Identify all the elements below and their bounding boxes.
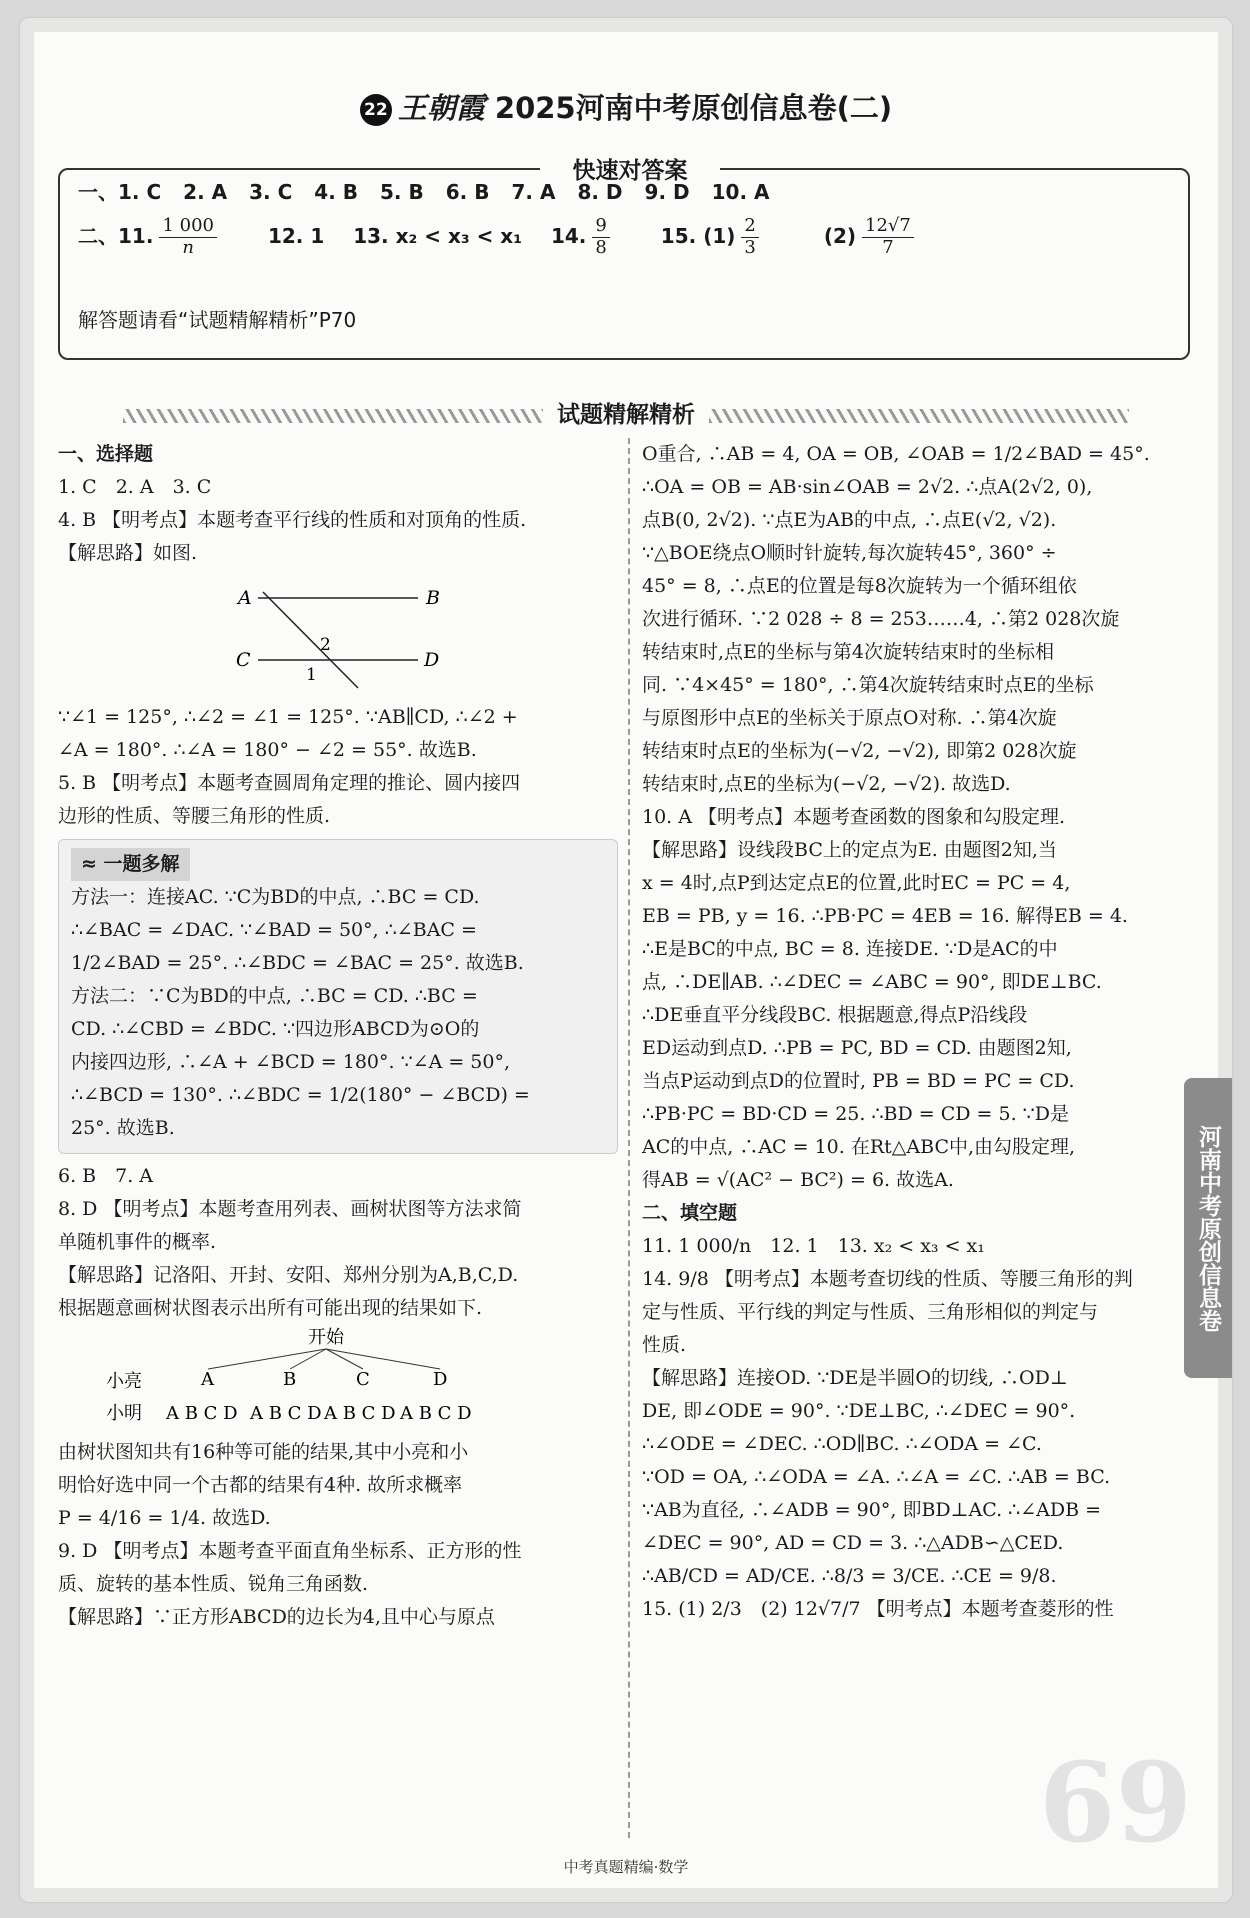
tree-start: 开始 (308, 1327, 344, 1348)
solution-line: 4. B 【明考点】本题考查平行线的性质和对顶角的性质. (58, 509, 527, 531)
solution-line: EB = PB, y = 16. ∴PB·PC = 4EB = 16. 解得EB = 4. (642, 905, 1128, 927)
answer-item: 14. (550, 223, 587, 248)
solution-line: 转结束时点E的坐标为(−√2, −√2), 即第2 028次旋 (642, 740, 1077, 762)
solution-line: ∠A = 180°. ∴∠A = 180° − ∠2 = 55°. 故选B. (58, 739, 477, 761)
answer-line: 1. C 2. A 3. C (58, 476, 212, 498)
fraction: $\frac{1 000}{n}$ (159, 216, 239, 258)
answer-item: 4. B (314, 180, 359, 204)
solution-line: AC的中点, ∴AC = 10. 在Rt△ABC中,由勾股定理, (642, 1136, 1076, 1158)
tree-node: B (283, 1369, 297, 1390)
tree-leaves: A B C D (324, 1403, 396, 1424)
solution-line: DE, 即∠ODE = 90°. ∵DE⊥BC, ∴∠DEC = 90°. (642, 1400, 1076, 1422)
solution-line: 与原图形中点E的坐标关于原点O对称. ∴第4次旋 (642, 707, 1057, 729)
decorative-stripe (123, 409, 543, 423)
solution-line: 45° = 8, ∴点E的位置是每8次旋转为一个循环组依 (642, 575, 1077, 597)
solution-line: O重合, ∴AB = 4, OA = OB, ∠OAB = 1/2∠BAD = 45°. (642, 443, 1150, 465)
fraction: $\frac{9}{8}$ (592, 216, 631, 258)
solution-line: 9. D 【明考点】本题考查平面直角坐标系、正方形的性 (58, 1540, 522, 1562)
answer-item: (2) (823, 223, 857, 248)
footer: 中考真题精编·数学 (563, 1858, 689, 1876)
page-title: 2025河南中考原创信息卷(二) (494, 91, 893, 125)
answer-row-choice (78, 176, 791, 205)
answer-item: 15. (1) (660, 223, 736, 248)
method-line: 25°. 故选B. (71, 1117, 175, 1139)
parallel-lines-figure (58, 570, 618, 690)
solution-line: 转结束时,点E的坐标与第4次旋转结束时的坐标相 (642, 641, 1054, 663)
page-header (20, 86, 1232, 127)
tree-node: C (356, 1369, 370, 1390)
solution-line: ∵△BOE绕点O顺时针旋转,每次旋转45°, 360° ÷ (642, 542, 1057, 564)
multi-solution-box (58, 839, 618, 1154)
method-line: ∴∠BAC = ∠DAC. ∵∠BAD = 50°, ∴∠BAC = (71, 919, 477, 941)
answer-item: 9. D (644, 180, 690, 204)
method-line: 1/2∠BAD = 25°. ∴∠BDC = ∠BAC = 25°. 故选B. (71, 952, 524, 974)
solution-line: ∵AB为直径, ∴∠ADB = 90°, 即BD⊥AC. ∴∠ADB = (642, 1499, 1102, 1521)
solution-line: 定与性质、平行线的判定与性质、三角形相似的判定与 (642, 1301, 1099, 1323)
label-D: D (424, 649, 440, 671)
answer-note: 解答题请看“试题精解精析”P70 (78, 308, 357, 332)
solution-line: ∴∠ODE = ∠DEC. ∴OD∥BC. ∴∠ODA = ∠C. (642, 1433, 1042, 1455)
answer-item: 7. A (511, 180, 556, 204)
tree-row-label: 小亮 (106, 1371, 142, 1392)
heading-choice: 一、选择题 (58, 443, 154, 465)
solution-line: 14. 9/8 【明考点】本题考查切线的性质、等腰三角形的判 (642, 1268, 1133, 1290)
section-title: 试题精解精析 (20, 396, 1232, 429)
solution-line: 点B(0, 2√2). ∵点E为AB的中点, ∴点E(√2, √2). (642, 509, 1057, 531)
solution-line: ∴AB/CD = AD/CE. ∴8/3 = 3/CE. ∴CE = 9/8. (642, 1565, 1057, 1587)
solution-line: 性质. (642, 1334, 687, 1356)
solution-line: 根据题意画树状图表示出所有可能出现的结果如下. (58, 1297, 483, 1319)
page (20, 18, 1232, 1902)
number-badge: 22 (360, 94, 392, 126)
method-line: ∴∠BCD = 130°. ∴∠BDC = 1/2(180° − ∠BCD) = (71, 1084, 530, 1106)
brand-logo: 王朝霞 (397, 91, 485, 125)
method-line: 方法二：∵C为BD的中点, ∴BC = CD. ∴BC = (71, 985, 478, 1007)
solution-line: 质、旋转的基本性质、锐角三角函数. (58, 1573, 369, 1595)
answer-item: 8. D (577, 180, 623, 204)
label-A: A (238, 587, 252, 609)
solution-line: ∵OD = OA, ∴∠ODA = ∠A. ∴∠A = ∠C. ∴AB = BC. (642, 1466, 1111, 1488)
tree-leaves: A B C D (250, 1403, 322, 1424)
method-line: 方法一：连接AC. ∵C为BD的中点, ∴BC = CD. (71, 886, 480, 908)
answer-item: 5. B (380, 180, 424, 204)
solution-line: 10. A 【明考点】本题考查函数的图象和勾股定理. (642, 806, 1066, 828)
fraction: $\frac{12√7}{7}$ (862, 216, 936, 258)
solution-line: ∴OA = OB = AB·sin∠OAB = 2√2. ∴点A(2√2, 0), (642, 476, 1093, 498)
label-B: B (426, 587, 440, 609)
solution-line: ∴PB·PC = BD·CD = 25. ∴BD = CD = 5. ∵D是 (642, 1103, 1069, 1125)
solution-line: 同. ∵4×45° = 180°, ∴第4次旋转结束时点E的坐标 (642, 674, 1094, 696)
answer-item: 3. C (249, 180, 293, 204)
solution-line: 【解思路】如图. (58, 542, 198, 564)
tree-leaves: A B C D (400, 1403, 472, 1424)
answer-item: 一、1. C (78, 180, 162, 204)
solution-line: ∴DE垂直平分线段BC. 根据题意,得点P沿线段 (642, 1004, 1028, 1026)
solution-line: ∠DEC = 90°, AD = CD = 3. ∴△ADB∽△CED. (642, 1532, 1064, 1554)
column-divider (628, 438, 630, 1838)
solution-line: 明恰好选中同一个古都的结果有4种. 故所求概率 (58, 1474, 463, 1496)
answer-line: 11. 1 000/n 12. 1 13. x₂ < x₃ < x₁ (642, 1235, 985, 1257)
solution-line: x = 4时,点P到达定点E的位置,此时EC = PC = 4, (642, 872, 1071, 894)
answer-item: 12. 1 (267, 223, 325, 248)
angle-2-label: 2 (320, 635, 331, 655)
left-column (58, 438, 618, 1634)
tree-diagram (58, 1325, 618, 1425)
method-line: 内接四边形, ∴∠A + ∠BCD = 180°. ∵∠A = 50°, (71, 1051, 511, 1073)
solution-line: 【解思路】∵正方形ABCD的边长为4,且中心与原点 (58, 1606, 495, 1628)
tree-row-label: 小明 (106, 1403, 142, 1424)
solution-line: 5. B 【明考点】本题考查圆周角定理的推论、圆内接四 (58, 772, 521, 794)
solution-line: 15. (1) 2/3 (2) 12√7/7 【明考点】本题考查菱形的性 (642, 1598, 1114, 1620)
solution-line: 单随机事件的概率. (58, 1231, 217, 1253)
answer-item: 二、11. (78, 223, 154, 248)
quick-answer-title: 快速对答案 (540, 152, 720, 185)
multi-solution-tag: ≈ 一题多解 (71, 848, 190, 881)
solution-line: 8. D 【明考点】本题考查用列表、画树状图等方法求简 (58, 1198, 522, 1220)
solution-line: 由树状图知共有16种等可能的结果,其中小亮和小 (58, 1441, 469, 1463)
solution-line: 点, ∴DE∥AB. ∴∠DEC = ∠ABC = 90°, 即DE⊥BC. (642, 971, 1102, 993)
solution-line: 得AB = √(AC² − BC²) = 6. 故选A. (642, 1169, 954, 1191)
tree-node: D (433, 1369, 448, 1390)
solution-line: 当点P运动到点D的位置时, PB = BD = PC = CD. (642, 1070, 1075, 1092)
solution-line: ∴E是BC的中点, BC = 8. 连接DE. ∵D是AC的中 (642, 938, 1058, 960)
heading-fill: 二、填空题 (642, 1202, 738, 1224)
answer-row-fill (78, 216, 958, 258)
page-number: 69 (1038, 1738, 1192, 1867)
solution-line: ∵∠1 = 125°, ∴∠2 = ∠1 = 125°. ∵AB∥CD, ∴∠2 + (58, 706, 518, 728)
answer-line: 6. B 7. A (58, 1165, 154, 1187)
solution-line: 转结束时,点E的坐标为(−√2, −√2). 故选D. (642, 773, 1011, 795)
solution-line: P = 4/16 = 1/4. 故选D. (58, 1507, 271, 1529)
solution-line: 【解思路】连接OD. ∵DE是半圆O的切线, ∴OD⊥ (642, 1367, 1068, 1389)
answer-item: 13. x₂ < x₃ < x₁ (353, 223, 522, 248)
answer-item: 6. B (445, 180, 490, 204)
solution-line: 边形的性质、等腰三角形的性质. (58, 805, 331, 827)
solution-line: ED运动到点D. ∴PB = PC, BD = CD. 由题图2知, (642, 1037, 1072, 1059)
angle-1-label: 1 (306, 665, 317, 685)
fraction: $\frac{2}{3}$ (741, 216, 780, 258)
answer-item: 10. A (711, 180, 770, 204)
answer-item: 2. A (183, 180, 228, 204)
tree-node: A (201, 1369, 214, 1390)
decorative-stripe (709, 409, 1129, 423)
solution-line: 【解思路】设线段BC上的定点为E. 由题图2知,当 (642, 839, 1057, 861)
solution-line: 次进行循环. ∵2 028 ÷ 8 = 253……4, ∴第2 028次旋 (642, 608, 1120, 630)
label-C: C (236, 649, 251, 671)
solution-line: 【解思路】记洛阳、开封、安阳、郑州分别为A,B,C,D. (58, 1264, 519, 1286)
tree-leaves: A B C D (166, 1403, 238, 1424)
method-line: CD. ∴∠CBD = ∠BDC. ∵四边形ABCD为⊙O的 (71, 1018, 480, 1040)
side-tab: 河南中考原创信息卷 (1184, 1078, 1232, 1378)
right-column (642, 438, 1182, 1626)
